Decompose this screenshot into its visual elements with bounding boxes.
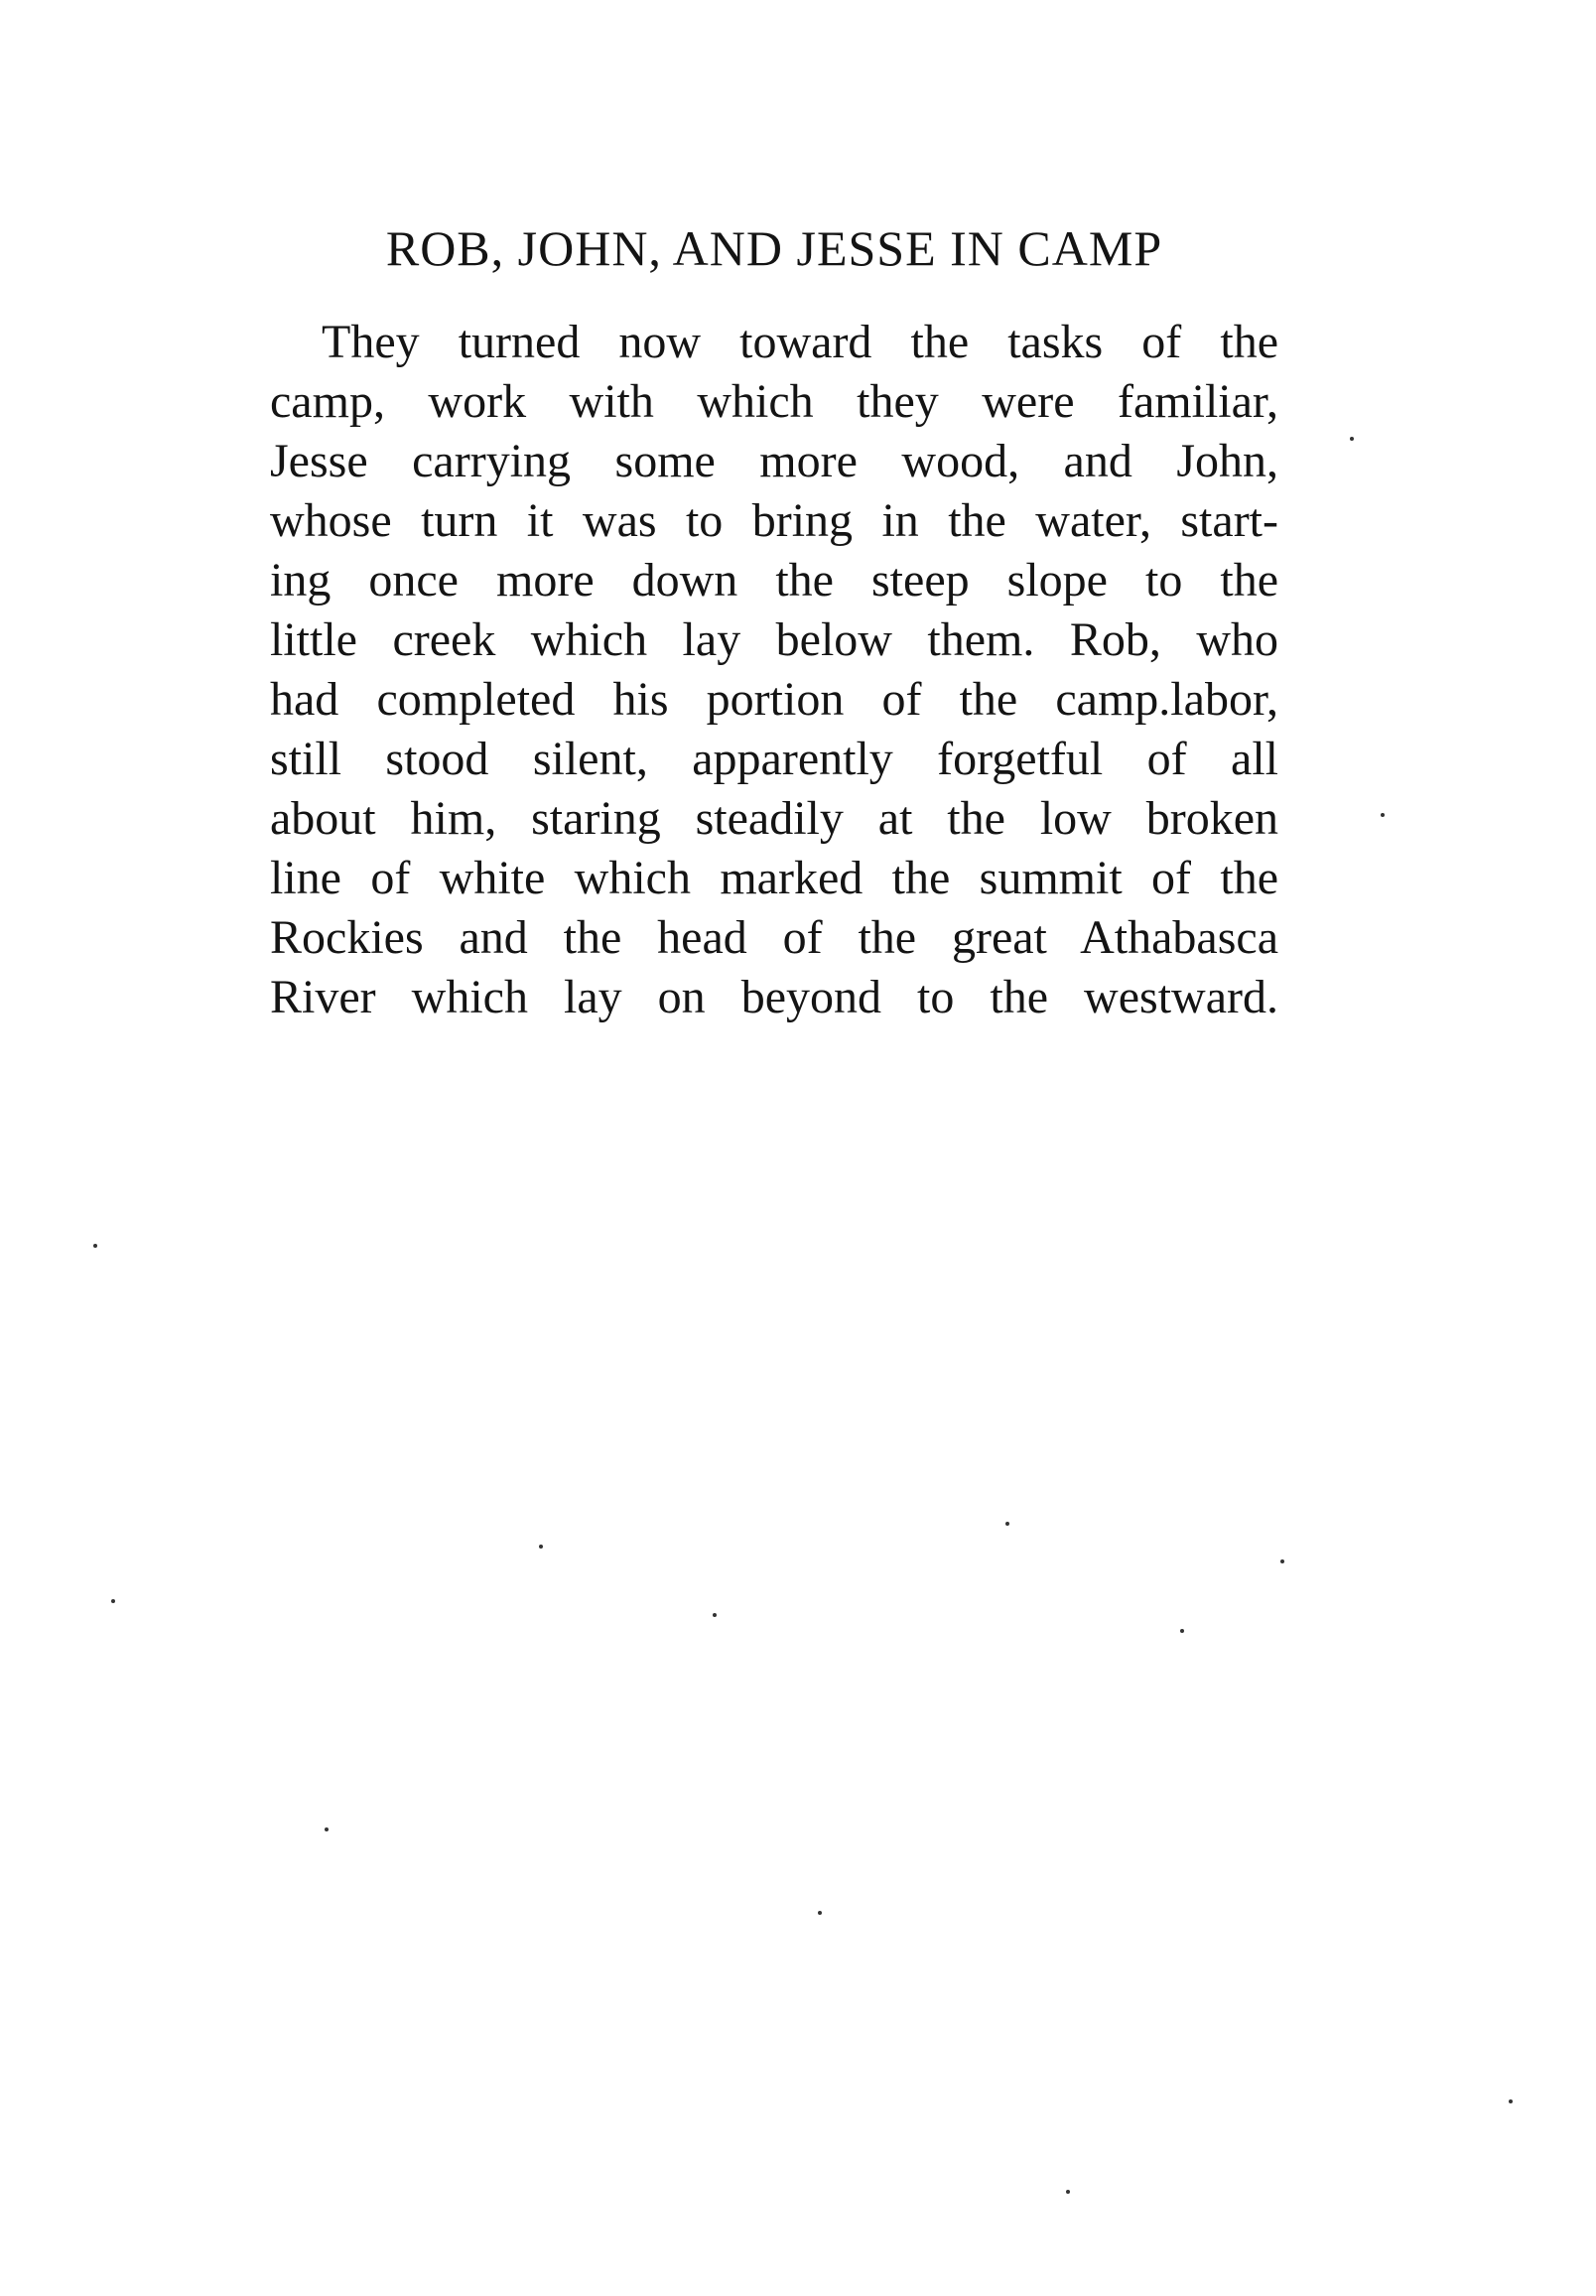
scan-speck — [93, 1244, 97, 1248]
scan-speck — [1066, 2190, 1070, 2194]
text-line: had completed his portion of the camp.labor, — [270, 673, 1278, 726]
text-line: They turned now toward the tasks of the — [322, 316, 1278, 368]
scan-speck — [1350, 437, 1354, 441]
scan-speck — [1005, 1522, 1009, 1526]
running-head: ROB, JOHN, AND JESSE IN CAMP — [385, 220, 1163, 276]
text-line: camp, work with which they were familiar, — [270, 375, 1278, 428]
body-paragraph — [270, 313, 1278, 1027]
text-line: River which lay on beyond to the westward. — [270, 971, 1278, 1023]
scan-speck — [111, 1599, 115, 1603]
text-line: little creek which lay below them. Rob, who — [270, 613, 1278, 666]
text-line: ing once more down the steep slope to the — [270, 554, 1278, 607]
scan-speck — [713, 1613, 717, 1617]
scan-speck — [539, 1545, 543, 1549]
scan-speck — [1509, 2099, 1513, 2103]
text-line: line of white which marked the summit of the — [270, 852, 1278, 904]
scan-speck — [1381, 813, 1385, 817]
text-line: whose turn it was to bring in the water, start- — [270, 494, 1278, 547]
scan-speck — [818, 1911, 822, 1915]
scan-speck — [1280, 1559, 1284, 1563]
text-line: about him, staring steadily at the low broken — [270, 792, 1278, 845]
scan-speck — [1180, 1629, 1184, 1633]
text-line: Jesse carrying some more wood, and John, — [270, 435, 1278, 487]
scan-speck — [325, 1827, 329, 1831]
text-line: Rockies and the head of the great Athabasca — [270, 911, 1278, 964]
text-line: still stood silent, apparently forgetful of all — [270, 733, 1278, 785]
